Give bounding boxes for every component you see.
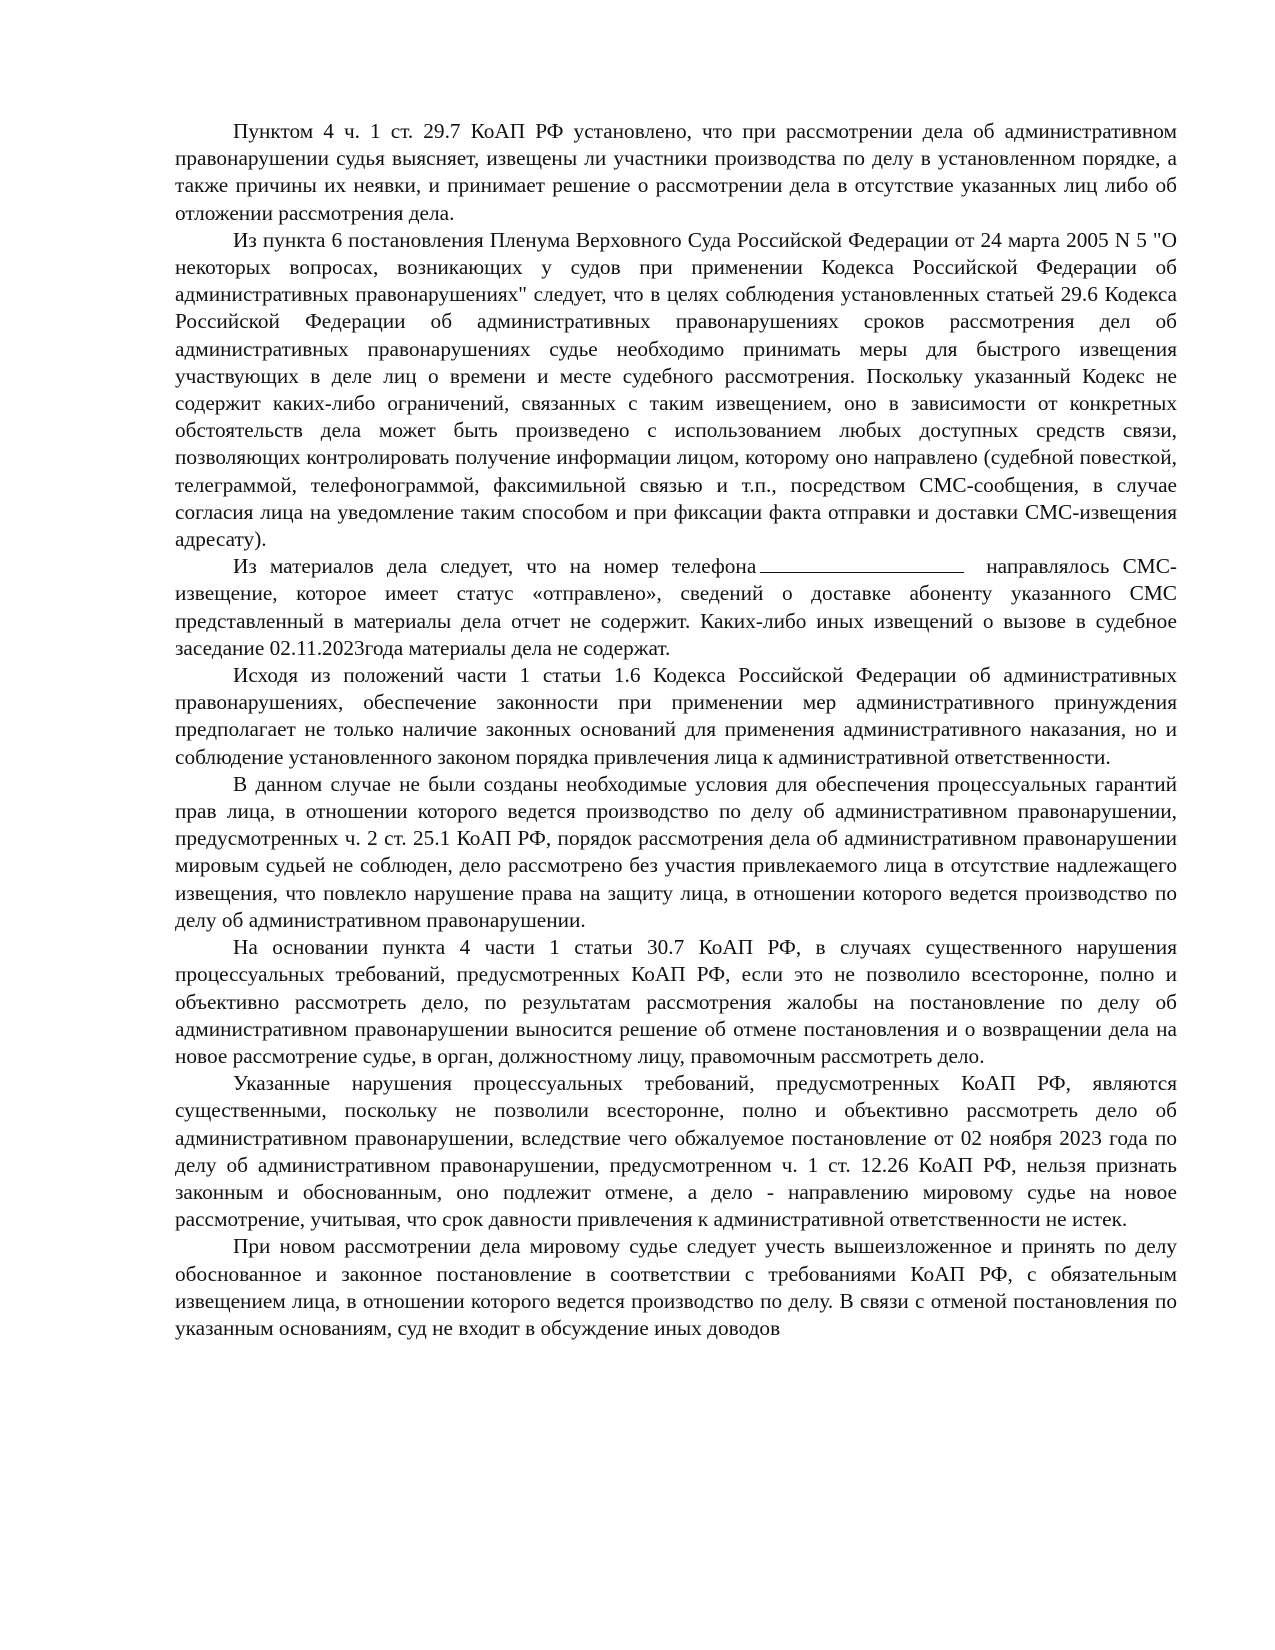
document-body	[175, 118, 1177, 1342]
paragraph-4: Исходя из положений части 1 статьи 1.6 Кодекса Российской Федерации об административных правонарушениях, обеспечение законности при применении мер административного принуждения предполагает не только наличие законных оснований для применения административного наказания, но и соблюдение установленного законом порядка привлечения лица к административной ответственности.	[175, 663, 1177, 769]
paragraph-6: На основании пункта 4 части 1 статьи 30.7 КоАП РФ, в случаях существенного нарушения процессуальных требований, предусмотренных КоАП РФ, если это не позволило всесторонне, полно и объективно рассмотреть дело, по результатам рассмотрения жалобы на постановление по делу об административном правонарушении выносится решение об отмене постановления и о возвращении дела на новое рассмотрение судье, в орган, должностному лицу, правомочным рассмотреть дело.	[175, 935, 1177, 1068]
paragraph-5: В данном случае не были созданы необходимые условия для обеспечения процессуальных гарантий прав лица, в отношении которого ведется производство по делу об административном правонарушении, предусмотренных ч. 2 ст. 25.1 КоАП РФ, порядок рассмотрения дела об административном правонарушении мировым судьей не соблюден, дело рассмотрено без участия привлекаемого лица в отсутствие надлежащего извещения, что повлекло нарушение права на защиту лица, в отношении которого ведется производство по делу об административном правонарушении.	[175, 771, 1177, 932]
phone-number-blank	[760, 554, 964, 573]
paragraph-3-after-blank: направлялось СМС-извещение, которое имеет статус «отправлено», сведений о доставке абоненту указанного СМС представленный в материалы дела отчет не содержит. Каких-либо иных извещений о вызове в судебное заседание 02.11.2023года материалы дела не содержат.	[175, 554, 1178, 660]
paragraph-1: Пунктом 4 ч. 1 ст. 29.7 КоАП РФ установлено, что при рассмотрении дела об административном правонарушении судья выясняет, извещены ли участники производства по делу в установленном порядке, а также причины их неявки, и принимает решение о рассмотрении дела в отсутствие указанных лиц либо об отложении рассмотрения дела.	[175, 119, 1177, 225]
paragraph-7: Указанные нарушения процессуальных требований, предусмотренных КоАП РФ, являются существенными, поскольку не позволили всесторонне, полно и объективно рассмотреть дело об административном правонарушении, вследствие чего обжалуемое постановление от 02 ноября 2023 года по делу об административном правонарушении, предусмотренном ч. 1 ст. 12.26 КоАП РФ, нельзя признать законным и обоснованным, оно подлежит отмене, а дело - направлению мировому судье на новое рассмотрение, учитывая, что срок давности привлечения к административной ответственности не истек.	[175, 1071, 1177, 1232]
paragraph-3-before-blank: Из материалов дела следует, что на номер телефона	[233, 554, 757, 579]
paragraph-2: Из пункта 6 постановления Пленума Верховного Суда Российской Федерации от 24 марта 2005 N 5 "О некоторых вопросах, возникающих у судов при применении Кодекса Российской Федерации об административных правонарушениях" следует, что в целях соблюдения установленных статьей 29.6 Кодекса Российской Федерации об административных правонарушениях сроков рассмотрения дел об административных правонарушениях судье необходимо принимать меры для быстрого извещения участвующих в деле лиц о времени и месте судебного рассмотрения. Поскольку указанный Кодекс не содержит каких-либо ограничений, связанных с таким извещением, оно в зависимости от конкретных обстоятельств дела может быть произведено с использованием любых доступных средств связи, позволяющих контролировать получение информации лицом, которому оно направлено (судебной повесткой, телеграммой, телефонограммой, факсимильной связью и т.п., посредством СМС-сообщения, в случае согласия лица на уведомление таким способом и при фиксации факта отправки и доставки СМС-извещения адресату).	[175, 227, 1177, 552]
paragraph-3	[175, 553, 1177, 662]
paragraph-8: При новом рассмотрении дела мировому судье следует учесть вышеизложенное и принять по делу обоснованное и законное постановление в соответствии с требованиями КоАП РФ, с обязательным извещением лица, в отношении которого ведется производство по делу. В связи с отменой постановления по указанным основаниям, суд не входит в обсуждение иных доводов	[175, 1234, 1177, 1340]
